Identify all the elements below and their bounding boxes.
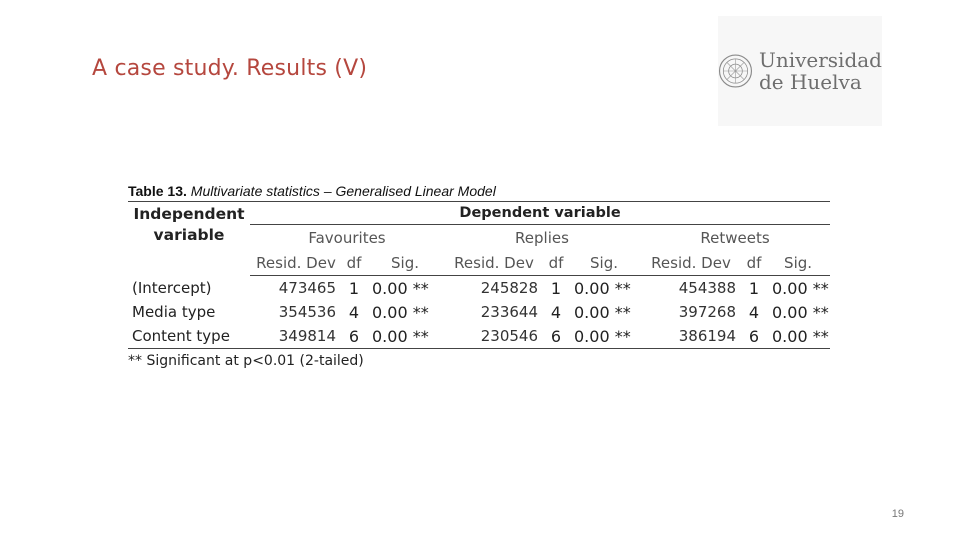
university-seal-icon [718,48,753,94]
group-header-retweets: Retweets [640,225,830,252]
cell-resid-dev: 245828 [480,279,538,297]
cell-df: 6 [742,324,766,349]
cell-df: 6 [544,324,568,349]
caption-number: Table 13. [128,183,187,199]
cell-resid-dev: 349814 [250,324,342,349]
glm-table [128,201,830,349]
dependent-variable-header: Dependent variable [250,202,830,225]
group-header-favourites: Favourites [250,225,444,252]
subheader-resid-dev: Resid. Dev [444,251,544,276]
logo-line-1: Universidad [758,48,882,72]
subheader-df: df [742,251,766,276]
cell-sig: 0.00 ** [372,302,429,322]
subheader-sig: Sig. [568,251,640,276]
cell-sig: 0.00 ** [372,278,429,298]
cell-sig: 0.00 ** [772,278,829,298]
cell-resid-dev: 233644 [480,303,538,321]
row-label: Content type [128,324,250,349]
cell-df: 6 [342,324,366,349]
cell-sig: 0.00 ** [766,324,830,349]
table-row [128,300,830,324]
table-row [128,324,830,349]
page-number: 19 [891,508,904,520]
cell-df: 4 [550,302,562,322]
cell-resid-dev: 454388 [678,279,736,297]
cell-sig: 0.00 ** [772,302,829,322]
row-label: Media type [132,303,216,321]
cell-df: 1 [748,278,760,298]
cell-resid-dev: 397268 [678,303,736,321]
subheader-resid-dev: Resid. Dev [640,251,742,276]
results-table-block [128,183,830,369]
independent-variable-header: Independent variable [128,202,250,276]
subheader-df: df [544,251,568,276]
slide-title: A case study. Results (V) [92,56,368,81]
subheader-sig: Sig. [366,251,444,276]
cell-sig: 0.00 ** [568,324,640,349]
table-row [128,276,830,301]
cell-df: 4 [748,302,760,322]
group-header-replies: Replies [444,225,640,252]
cell-df: 1 [348,278,360,298]
cell-df: 4 [348,302,360,322]
cell-df: 1 [550,278,562,298]
cell-sig: 0.00 ** [574,302,631,322]
table-footnote: ** Significant at p<0.01 (2-tailed) [128,353,364,369]
cell-sig: 0.00 ** [574,278,631,298]
cell-sig: 0.00 ** [366,324,444,349]
logo-line-2: de Huelva [758,70,862,94]
table-caption [128,183,830,199]
row-label: (Intercept) [132,278,212,297]
university-logo [718,16,882,126]
caption-text: Multivariate statistics – Generalised Linear Model [190,183,496,199]
cell-resid-dev: 230546 [444,324,544,349]
cell-resid-dev: 386194 [640,324,742,349]
subheader-sig: Sig. [766,251,830,276]
subheader-df: df [342,251,366,276]
cell-resid-dev: 473465 [278,279,336,297]
subheader-resid-dev: Resid. Dev [250,251,342,276]
cell-resid-dev: 354536 [278,303,336,321]
